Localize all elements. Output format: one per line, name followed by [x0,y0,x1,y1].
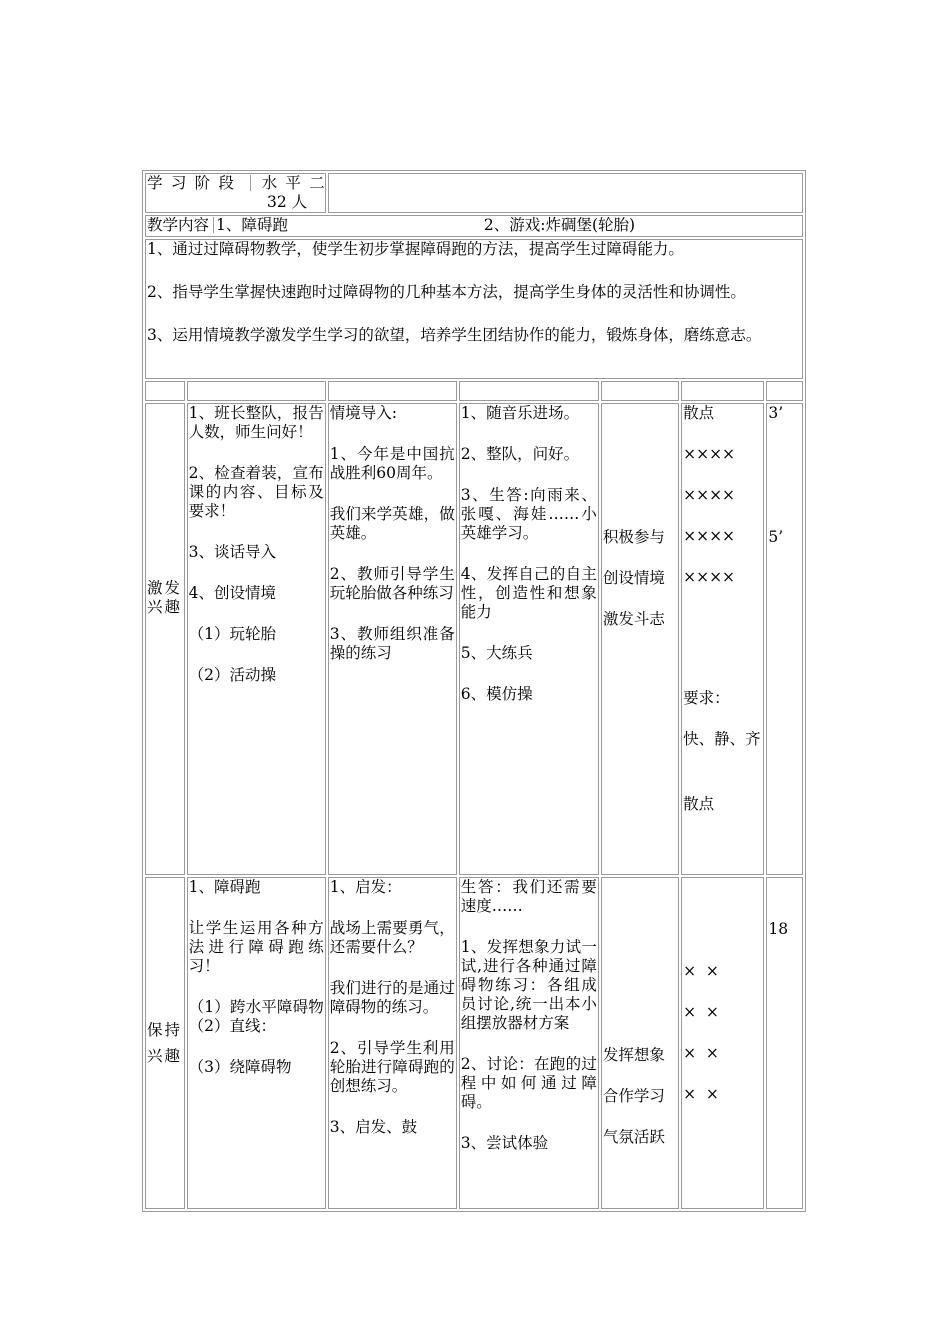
stage-label-cell [145,173,326,213]
content-line: （3）绕障碍物 [188,1058,292,1076]
phase-content-cell [187,403,326,875]
phase-row-arouse-interest [145,403,803,875]
phase-row-keep-interest [145,877,803,1209]
organization-line: ×××× [683,486,736,504]
intent-line: 创设情境 [602,569,665,587]
content-line: （1）玩轮胎 [188,625,276,643]
content-line: （2）活动操 [188,666,276,684]
stage-filler-cell [328,173,803,213]
lesson-plan-table [142,170,806,1212]
organization-line: × × [683,962,719,980]
content-item-2: 2、游戏:炸碉堡(轮胎) [483,216,636,234]
blank-header-cell [766,381,803,401]
student-count: 32 人 [267,193,308,211]
phase-intent-cell [601,877,679,1209]
student-line: 3、尝试体验 [460,1134,549,1152]
stage-row [145,173,803,213]
teacher-line: 情境导入: [329,404,397,422]
teacher-line: 1、今年是中国抗战胜利60周年。 [329,445,455,482]
organization-line: ×××× [683,568,736,586]
phase-organization-cell [681,403,764,875]
time-line: 5’ [768,528,784,546]
content-label: 教学内容 [147,216,210,234]
organization-line: × × [683,1085,719,1103]
intent-line: 气氛活跃 [602,1128,665,1146]
blank-header-cell [328,381,457,401]
intent-line: 积极参与 [602,528,665,546]
phase-student-cell [459,877,599,1209]
time-line: 3’ [768,404,784,422]
goal-1: 1、通过过障碍物教学，使学生初步掌握障碍跑的方法，提高学生过障碍能力。 [147,240,684,258]
teacher-line: 1、启发： [329,878,402,896]
content-line: 2、检查着装，宣布课的内容、目标及要求！ [188,464,324,520]
time-line: 18 [768,920,789,938]
content-line: 1、班长整队，报告人数，师生问好！ [188,404,324,441]
phase-organization-cell [681,877,764,1209]
organization-line: 要求： [683,689,730,707]
student-line: 2、整队，问好。 [460,445,580,463]
organization-line: 散点 [683,404,715,422]
intent-line: 发挥想象 [602,1046,665,1064]
phase-time-cell [766,403,803,875]
phase-teacher-cell [328,877,457,1209]
organization-line: × × [683,1044,719,1062]
phase-time-cell [766,877,803,1209]
phase-student-cell [459,403,599,875]
organization-line: × × [683,1003,719,1021]
content-line: （1）跨水平障碍物（2）直线： [188,998,324,1035]
phase-intent-cell [601,403,679,875]
teacher-line: 我们进行的是通过障碍物的练习。 [329,979,455,1016]
content-line: 3、谈话导入 [188,543,276,561]
teacher-line: 我们来学英雄，做英雄。 [329,505,455,542]
phase-stage-cell [145,403,185,875]
student-line: 6、模仿操 [460,685,533,703]
student-line: 4、发挥自己的自主性，创造性和想象能力 [460,565,597,621]
intent-line: 合作学习 [602,1087,665,1105]
student-line: 1、随音乐进场。 [460,404,580,422]
student-line: 5、大练兵 [460,644,533,662]
blank-header-cell [145,381,185,401]
content-item-1: 1、障碍跑 [216,216,288,234]
content-line: 4、创设情境 [188,584,276,602]
student-line: 3、生答:向雨来、张嘎、海娃……小英雄学习。 [460,486,597,542]
phase-stage-cell [145,877,185,1209]
content-line: 让学生运用各种方法进行障碍跑练习！ [188,919,324,975]
organization-line: 快、静、齐 [683,730,761,748]
teacher-line: 战场上需要勇气，还需要什么？ [329,919,455,956]
goals-cell [145,239,803,379]
organization-line: ×××× [683,527,736,545]
teacher-line: 2、教师引导学生玩轮胎做各种练习 [329,565,455,602]
phase-teacher-cell [328,403,457,875]
blank-header-cell [459,381,599,401]
teacher-line: 3、启发、鼓 [329,1118,418,1136]
intent-line: 激发斗志 [602,610,665,628]
organization-line: ×××× [683,445,736,463]
blank-header-cell [601,381,679,401]
goal-2: 2、指导学生掌握快速跑时过障碍物的几种基本方法，提高学生身体的灵活性和协调性。 [147,283,746,301]
stage-value: 水平二 [253,174,325,192]
student-line: 2、讨论：在跑的过程中如何通过障碍。 [460,1055,597,1111]
teacher-line: 3、教师组织准备操的练习 [329,625,455,662]
student-line: 1、发挥想象力试一试,进行各种通过障碍物练习：各组成员讨论,统一出本小组摆放器材方案 [460,938,597,1032]
content-line: 1、障碍跑 [188,878,261,896]
student-line: 生答：我们还需要速度…… [460,878,597,915]
column-header-row [145,381,803,401]
phase-content-cell [187,877,326,1209]
organization-line: 散点 [683,795,715,813]
goal-3: 3、运用情境教学激发学生学习的欲望，培养学生团结协作的能力，锻炼身体，磨练意志。 [147,326,762,344]
goals-row [145,239,803,379]
blank-header-cell [187,381,326,401]
stage-label: 学习阶段 [147,174,243,192]
blank-header-cell [681,381,764,401]
phase-stage-label: 激发兴趣 [147,579,183,616]
content-cell [145,215,803,237]
phase-stage-label: 保持兴趣 [147,1021,183,1065]
content-row [145,215,803,237]
teacher-line: 2、引导学生利用轮胎进行障碍跑的创想练习。 [329,1039,455,1095]
